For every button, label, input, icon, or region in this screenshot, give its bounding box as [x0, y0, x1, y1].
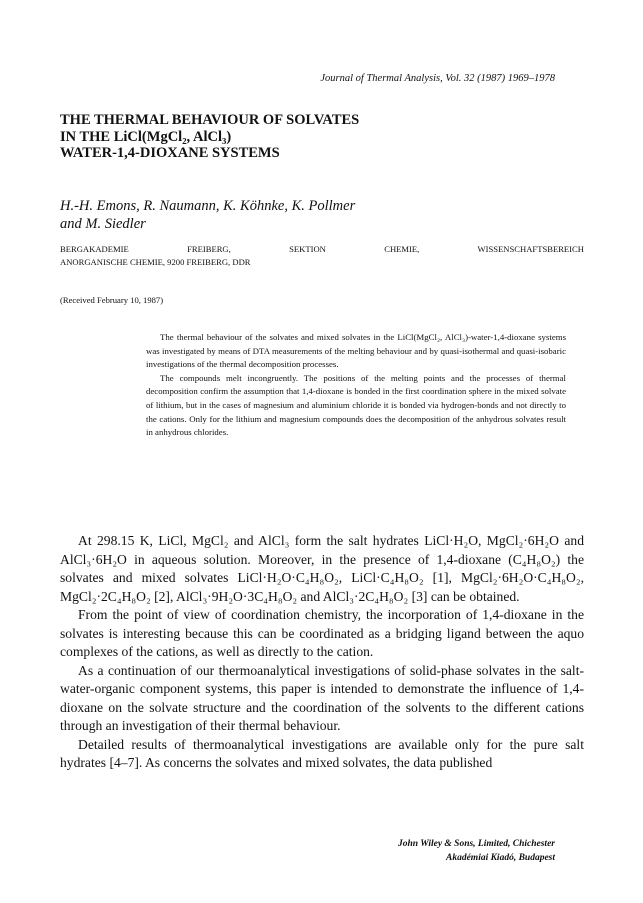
authors-line-2: and M. Siedler — [60, 216, 146, 232]
body-paragraph-4: Detailed results of thermoanalytical investigations are available only for the pure salt hydrates [4–7]. As concerns the solvates and mixed solvates, the data published — [60, 736, 584, 770]
affiliation-line-2: ANORGANISCHE CHEMIE, 9200 FREIBERG, DDR — [60, 257, 251, 267]
publisher-footer — [398, 837, 555, 865]
title-line-2: IN THE LiCl(MgCl₂, AlCl₃) — [60, 128, 232, 145]
title-line-3: WATER-1,4-DIOXANE SYSTEMS — [60, 145, 280, 161]
title-line-1: THE THERMAL BEHAVIOUR OF SOLVATES — [60, 112, 360, 128]
received-date: (Received February 10, 1987) — [60, 295, 164, 305]
paper-title — [60, 112, 580, 162]
abstract-paragraph-1: The thermal behaviour of the solvates and mixed solvates in the LiCl(MgCl₂, AlCl₃)-water-1,4-dioxane systems was investigated by means of DTA measurements of the melting behaviour and by quasi-isothermal and quasi-isobaric investigations of the thermal decomposition processes. — [146, 332, 566, 370]
body-paragraph-2: From the point of view of coordination chemistry, the incorporation of 1,4-dioxane in the solvates is interesting because this can be coordinated as a bridging ligand between the aquo complexes of the cations, as well as directly to the cation. — [60, 607, 584, 659]
body-paragraph-1: At 298.15 K, LiCl, MgCl₂ and AlCl₃ form the salt hydrates LiCl·H₂O, MgCl₂·6H₂O and AlCl₃·6H₂O in aqueous solution. Moreover, in the presence of 1,4-dioxane (C₄H₈O₂) the solvates and mixed solvates LiCl·H₂O·C₄H₈O₂, LiCl·C₄H₈O₂ [1], MgCl₂·6H₂O·C₄H₈O₂, MgCl₂·2C₄H₈O₂ [2], AlCl₃·9H₂O·3C₄H₈O₂ and AlCl₃·2C₄H₈O₂ [3] can be obtained. — [60, 533, 584, 604]
authors-line-1: H.-H. Emons, R. Naumann, K. Köhnke, K. Pollmer — [60, 198, 356, 214]
affiliation-line-1: BERGAKADEMIE FREIBERG, SEKTION CHEMIE, WISSENSCHAFTSBEREICH — [60, 244, 584, 254]
publisher-line-2: Akadémiai Kiadó, Budapest — [446, 853, 555, 863]
body-paragraph-3: As a continuation of our thermoanalytical investigations of solid-phase solvates in the salt-water-organic component systems, this paper is intended to demonstrate the influence of 1,4-dioxane on the solvate structure and the coordination of the solvents to the different cations through an investigation of their thermal behaviour. — [60, 662, 584, 733]
abstract — [146, 331, 566, 440]
journal-citation: Journal of Thermal Analysis, Vol. 32 (1987) 1969–1978 — [320, 73, 555, 84]
authors — [60, 197, 580, 233]
abstract-paragraph-2: The compounds melt incongruently. The positions of the melting points and the processes of thermal decomposition confirm the assumption that 1,4-dioxane is bonded in the first coordination sphere in the mixed solvate of lithium, but in the cases of magnesium and aluminium chloride it is bonded via hydrogen-bonds and not directly to the cations. Only for the lithium and magnesium compounds does the decomposition of the anhydrous solvates result in anhydrous chlorides. — [146, 372, 566, 438]
publisher-line-1: John Wiley & Sons, Limited, Chichester — [397, 839, 555, 849]
affiliation — [60, 243, 584, 269]
body-text — [60, 532, 584, 773]
